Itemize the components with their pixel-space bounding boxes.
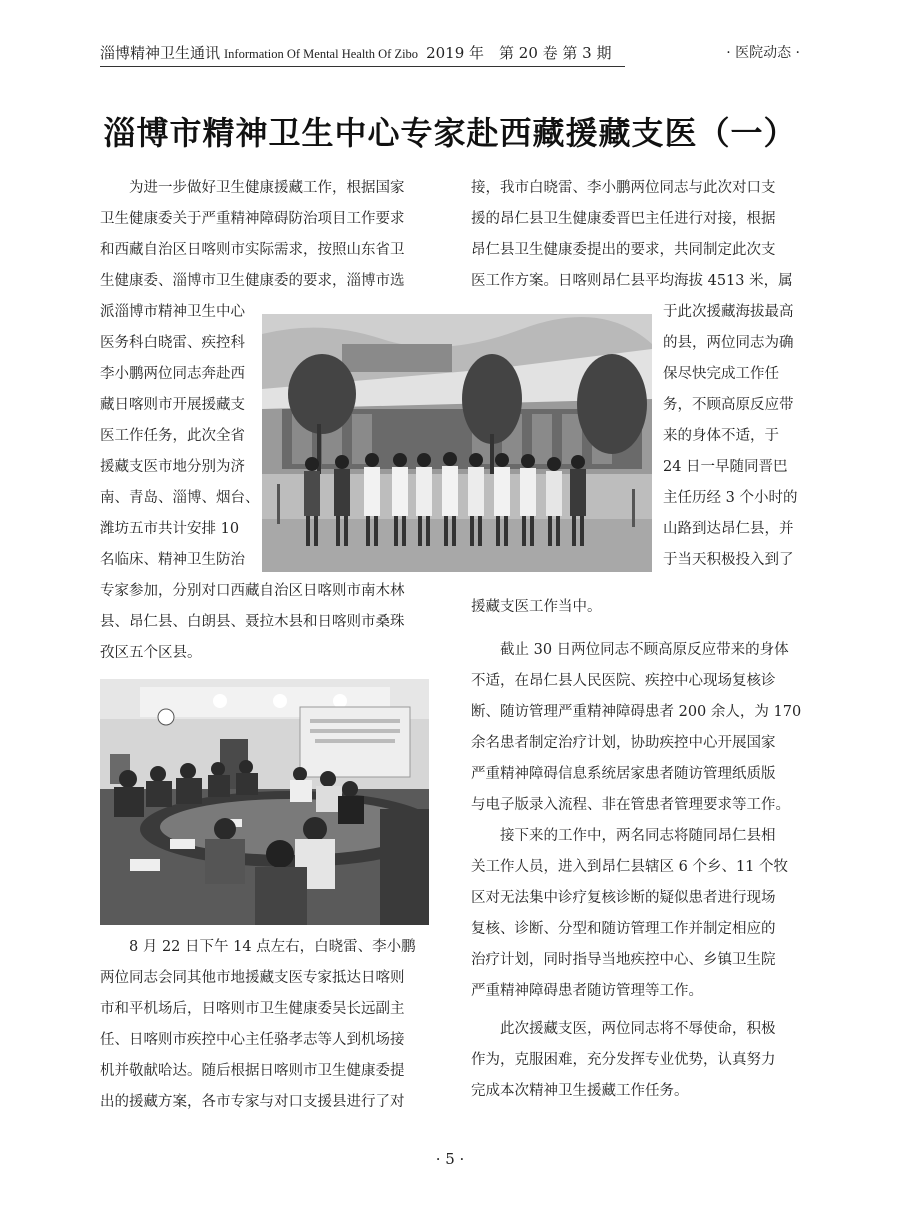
text-line: 孜区五个区县。 <box>100 645 202 661</box>
airport-group-photo <box>262 314 652 572</box>
text-line: 截止 30 日两位同志不顾高原反应带来的身体 <box>471 642 789 658</box>
left-para-1-tail <box>100 576 405 669</box>
text-line: 潍坊五市共计安排 10 <box>100 521 240 537</box>
text-line: 于当天积极投入到了 <box>663 552 794 568</box>
text-line: 为进一步做好卫生健康援藏工作，根据国家 <box>100 180 405 196</box>
text-line: 与电子版录入流程、非在管患者管理要求等工作。 <box>471 797 790 813</box>
text-line: 关工作人员，进入到昂仁县辖区 6 个乡、11 个牧 <box>471 859 789 875</box>
journal-name: 淄博精神卫生通讯 <box>100 44 221 62</box>
text-line: 此次援藏支医，两位同志将不辱使命，积极 <box>471 1021 776 1037</box>
right-para-4 <box>471 1014 776 1107</box>
text-line: 作为，克服困难，充分发挥专业优势，认真努力 <box>471 1052 776 1068</box>
text-line: 保尽快完成工作任 <box>663 366 779 382</box>
text-line: 市和平机场后，日喀则市卫生健康委吴长远副主 <box>100 1001 405 1017</box>
text-line: 援的昂仁县卫生健康委晋巴主任进行对接，根据 <box>471 211 776 227</box>
text-line: 务，不顾高原反应带 <box>663 397 794 413</box>
text-line: 余名患者制定治疗计划，协助疾控中心开展国家 <box>471 735 776 751</box>
text-line: 派淄博市精神卫生中心 <box>100 304 245 320</box>
text-line: 医工作方案。日喀则昂仁县平均海拔 4513 米，属 <box>471 273 793 289</box>
left-para-1-narrow <box>100 297 260 576</box>
text-line: 医务科白晓雷、疾控科 <box>100 335 245 351</box>
text-line: 两位同志会同其他市地援藏支医专家抵达日喀则 <box>100 970 405 986</box>
text-line: 于此次援藏海拔最高 <box>663 304 794 320</box>
text-line: 南、青岛、淄博、烟台、 <box>100 490 260 506</box>
text-line: 和西藏自治区日喀则市实际需求，按照山东省卫 <box>100 242 405 258</box>
text-line: 完成本次精神卫生援藏工作任务。 <box>471 1083 689 1099</box>
left-para-2 <box>100 932 416 1118</box>
text-line: 断、随访管理严重精神障碍患者 200 余人，为 170 <box>471 704 802 720</box>
text-line: 出的援藏方案，各市专家与对口支援县进行了对 <box>100 1094 405 1110</box>
page-header <box>100 36 800 70</box>
text-line: 医工作任务，此次全省 <box>100 428 245 444</box>
text-line: 不适，在昂仁县人民医院、疾控中心现场复核诊 <box>471 673 776 689</box>
text-line: 山路到达昂仁县，并 <box>663 521 794 537</box>
text-line: 治疗计划，同时指导当地疾控中心、乡镇卫生院 <box>471 952 776 968</box>
text-line: 24 日一早随同晋巴 <box>663 459 788 475</box>
text-line: 复核、诊断、分型和随访管理工作并制定相应的 <box>471 921 776 937</box>
text-line: 县、昂仁县、白朗县、聂拉木县和日喀则市桑珠 <box>100 614 405 630</box>
header-rule <box>100 66 625 67</box>
journal-name-en: Information Of Mental Health Of Zibo <box>224 47 419 61</box>
text-line: 藏日喀则市开展援藏支 <box>100 397 245 413</box>
right-para-2 <box>471 635 801 821</box>
right-para-1-full <box>471 173 793 297</box>
text-line: 严重精神障碍患者随访管理等工作。 <box>471 983 703 999</box>
text-line: 任、日喀则市疾控中心主任骆孝志等人到机场接 <box>100 1032 405 1048</box>
article-title: 淄博市精神卫生中心专家赴西藏援藏支医（一） <box>103 114 797 152</box>
text-line: 援藏支医市地分别为济 <box>100 459 245 475</box>
text-line: 卫生健康委关于严重精神障碍防治项目工作要求 <box>100 211 405 227</box>
meeting-photo <box>100 679 429 925</box>
right-para-1-narrow <box>663 297 797 576</box>
airport-group-photo-art <box>262 314 652 572</box>
text-line: 接下来的工作中，两名同志将随同昂仁县相 <box>471 828 776 844</box>
issue-info: 2019 年 第 20 卷 第 3 期 <box>426 44 612 62</box>
right-para-1-tail <box>471 592 602 623</box>
text-line: 生健康委、淄博市卫生健康委的要求，淄博市选 <box>100 273 405 289</box>
text-line: 区对无法集中诊疗复核诊断的疑似患者进行现场 <box>471 890 776 906</box>
text-line: 严重精神障碍信息系统居家患者随访管理纸质版 <box>471 766 776 782</box>
text-line: 接，我市白晓雷、李小鹏两位同志与此次对口支 <box>471 180 776 196</box>
text-line: 专家参加，分别对口西藏自治区日喀则市南木林 <box>100 583 405 599</box>
left-para-1-full <box>100 173 405 297</box>
journal-info <box>100 42 611 63</box>
text-line: 昂仁县卫生健康委提出的要求，共同制定此次支 <box>471 242 776 258</box>
text-line: 李小鹏两位同志奔赴西 <box>100 366 245 382</box>
page-number: · 5 · <box>435 1150 465 1168</box>
text-line: 8 月 22 日下午 14 点左右，白晓雷、李小鹏 <box>100 939 416 955</box>
right-para-3 <box>471 821 788 1007</box>
text-line: 机并敬献哈达。随后根据日喀则市卫生健康委提 <box>100 1063 405 1079</box>
text-line: 来的身体不适，于 <box>663 428 779 444</box>
text-line: 主任历经 3 个小时的 <box>663 490 798 506</box>
text-line: 名临床、精神卫生防治 <box>100 552 245 568</box>
text-line: 的县，两位同志为确 <box>663 335 794 351</box>
section-label: · 医院动态 · <box>726 45 800 61</box>
meeting-photo-art <box>100 679 429 925</box>
text-line: 援藏支医工作当中。 <box>471 599 602 615</box>
